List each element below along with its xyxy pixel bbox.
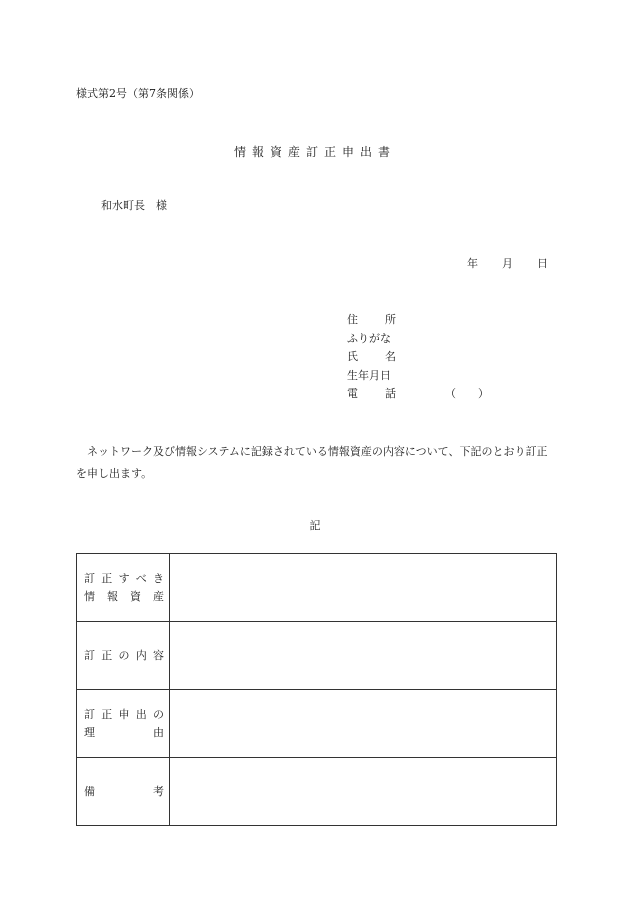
target-asset-field[interactable] <box>170 554 557 622</box>
phone-label: 電話 <box>347 387 396 400</box>
birthdate-label: 生年月日 <box>347 368 391 382</box>
address-label: 住所 <box>347 313 396 326</box>
table-row-reason <box>77 690 557 758</box>
phone-parentheses: （ ） <box>445 387 489 400</box>
table-row-correction-content <box>77 622 557 690</box>
reason-label: 訂正申出の 理由 <box>77 690 170 758</box>
name-label: 氏名 <box>347 350 396 363</box>
request-statement: ネットワーク及び情報システムに記録されている情報資産の内容について、下記のとおり訂正を申し出ます。 <box>76 445 548 480</box>
page-title: 情報資産訂正申出書 <box>233 145 396 159</box>
date-day-label: 日 <box>537 257 548 270</box>
remarks-field[interactable] <box>170 758 557 826</box>
correction-content-field[interactable] <box>170 622 557 690</box>
furigana-label: ふりがな <box>347 331 391 345</box>
table-row-target-asset <box>77 554 557 622</box>
date-line <box>443 255 548 271</box>
target-asset-label: 訂正すべき 情報資産 <box>77 554 170 622</box>
correction-content-label: 訂正の内容 <box>77 622 170 690</box>
remarks-label: 備考 <box>77 758 170 826</box>
correction-table <box>76 553 557 826</box>
form-number: 様式第2号（第7条関係） <box>76 87 200 100</box>
reason-field[interactable] <box>170 690 557 758</box>
addressee: 和水町長 様 <box>101 199 167 212</box>
ki-heading: 記 <box>309 519 321 532</box>
applicant-block <box>347 311 489 404</box>
date-year-label: 年 <box>467 257 478 270</box>
table-row-remarks <box>77 758 557 826</box>
date-month-label: 月 <box>502 257 513 270</box>
